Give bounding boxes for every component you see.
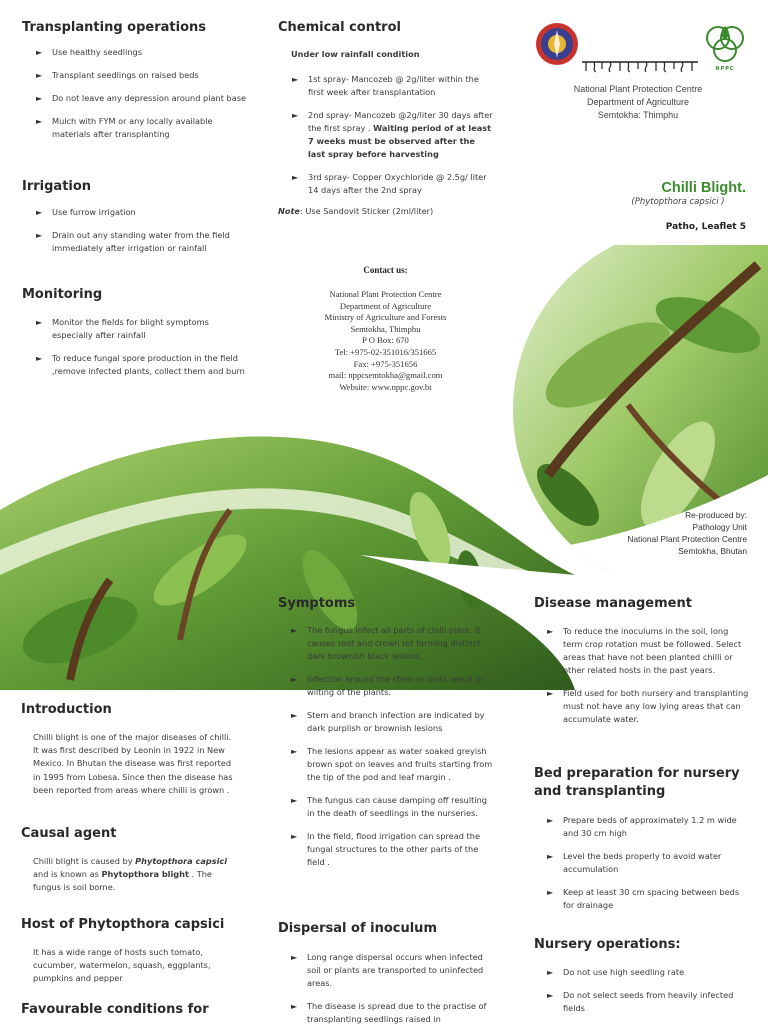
introduction-section <box>21 702 236 797</box>
chemical-control-section <box>278 20 493 218</box>
list-item: ► Use furrow irrigation <box>36 206 247 219</box>
monitoring-list <box>36 316 247 378</box>
nursery-list <box>547 966 749 1015</box>
title-block <box>590 180 746 232</box>
list-item: ► Do not leave any depression around plant base <box>36 92 247 105</box>
irrigation-list <box>36 206 247 255</box>
org-place: Semtokha: Thimphu <box>597 110 679 120</box>
list-item: ► In the field, flood irrigation can spread the fungal structures to the other parts of the field . <box>291 830 493 869</box>
list-item: ► Prepare beds of approximately 1.2 m wide and 30 cm high <box>547 814 749 840</box>
contact-line: Tel: +975-02-351016/351665 <box>334 346 437 357</box>
list-item: ► Mulch with FYM or any locally available materials after transplanting <box>36 115 247 141</box>
list-item: ► The fungus can cause damping off resulting in the death of seedlings in the nurseries. <box>291 794 493 820</box>
list-item: ► Drain out any standing water from the field immediately after irrigation or rainfall <box>36 229 247 255</box>
note-text: : Use Sandovit Sticker (2ml/liter) <box>299 206 434 217</box>
nursery-heading: Nursery operations: <box>534 937 681 952</box>
symptoms-list <box>291 624 493 869</box>
list-item: ► Do not use high seedling rate <box>547 966 749 979</box>
list-item: ► Field used for both nursery and transplanting must not have any low lying areas that can accumulate water. <box>547 687 749 726</box>
list-item: ► The fungus infect all parts of chilli plant. It causes root and crown rot forming distinct dark brownish black lesions. <box>291 624 493 663</box>
symptoms-section <box>278 596 493 879</box>
monitoring-section <box>22 287 247 388</box>
list-item: ► Long range dispersal occurs when infected soil or plants are transported to uninfected areas. <box>291 951 493 990</box>
contact-line: Ministry of Agriculture and Forests <box>324 312 447 323</box>
causal-text-part: and is known as <box>33 869 102 880</box>
note <box>278 205 493 218</box>
dispersal-list <box>291 951 493 1026</box>
reproduced-line: Re-produced by: <box>685 510 747 520</box>
org-dept: Department of Agriculture <box>586 97 690 107</box>
list-item <box>292 109 493 161</box>
list-item: ► The lesions appear as water soaked greyish brown spot on leaves and fruits starting from the tip of the pod and leaf margin . <box>291 745 493 784</box>
bhutan-emblem-icon <box>535 22 579 66</box>
symptoms-heading: Symptoms <box>278 596 356 611</box>
favourable-section <box>21 1002 236 1017</box>
bed-preparation-section <box>534 765 749 922</box>
org-block <box>548 83 728 122</box>
contact-line: National Plant Protection Centre <box>329 289 442 299</box>
host-heading: Host of Phytopthora capsici <box>21 917 225 932</box>
favourable-heading: Favourable conditions for <box>21 1002 209 1017</box>
host-text: It has a wide range of hosts such tomato, cucumber, watermelon, squash, eggplants, pumpkins and pepper <box>33 947 211 984</box>
dispersal-heading: Dispersal of inoculum <box>278 921 437 936</box>
page-title: Chilli Blight. <box>661 180 746 196</box>
contact-section <box>278 265 493 393</box>
causal-text-part: . The fungus is soil borne. <box>33 869 212 893</box>
list-item: ► To reduce fungal spore production in the field ,remove infected plants, collect them and burn <box>36 352 247 378</box>
host-section <box>21 917 236 986</box>
bed-heading: Bed preparation for nursery and transplanting <box>534 766 740 799</box>
contact-line: Fax: +975-351656 <box>353 358 418 369</box>
causal-heading: Causal agent <box>21 826 117 841</box>
irrigation-heading: Irrigation <box>22 179 92 194</box>
disease-name: Phytopthora blight <box>101 869 189 880</box>
contact-website[interactable]: Website: www.nppc.gov.bt <box>339 381 432 392</box>
chemical-heading: Chemical control <box>278 20 401 35</box>
org-name: National Plant Protection Centre <box>573 84 703 94</box>
dzongkha-title-graphic <box>580 58 700 74</box>
list-item: ► Transplant seedlings on raised beds <box>36 69 247 82</box>
contact-details <box>278 289 493 393</box>
reproduced-line: Semtokha, Bhutan <box>678 546 747 556</box>
list-item: ► Stem and branch infection are indicated by dark purplish or brownish lesions <box>291 709 493 735</box>
reproduced-line: National Plant Protection Centre <box>627 534 747 544</box>
reproduced-block <box>590 509 747 557</box>
waiting-period-text: Waiting period of at least 7 weeks must be observed after the last spray before harvesting <box>308 123 492 160</box>
list-item: ► The disease is spread due to the practise of transplanting seedlings raised in <box>291 1000 493 1026</box>
bed-list <box>547 814 749 912</box>
management-list <box>547 625 749 726</box>
nppc-logo-text: NPPC <box>715 66 735 72</box>
dzongkha-script <box>580 58 700 74</box>
chemical-condition: Under low rainfall condition <box>291 49 420 59</box>
list-item: ► Keep at least 30 cm spacing between beds for drainage <box>547 886 749 912</box>
introduction-heading: Introduction <box>21 702 112 717</box>
leaflet-number: Patho, Leaflet 5 <box>665 222 746 232</box>
causal-text <box>33 855 236 895</box>
irrigation-section <box>22 179 247 265</box>
contact-line: Semtokha, Thimphu <box>350 323 421 334</box>
transplanting-heading: Transplanting operations <box>22 20 206 35</box>
disease-management-section <box>534 596 749 736</box>
emblem-logo <box>535 22 579 66</box>
management-heading: Disease management <box>534 596 692 611</box>
contact-email[interactable]: mail: nppcsemtokha@gmail.com <box>328 370 443 381</box>
list-item: ► Do not select seeds from heavily infected fields <box>547 989 749 1015</box>
nursery-section <box>534 937 749 1025</box>
contact-line: Department of Agriculture <box>339 300 432 311</box>
list-item: ► Level the beds properly to avoid water accumulation <box>547 850 749 876</box>
transplanting-list <box>36 46 247 141</box>
list-item: ► Monitor the fields for blight symptoms especially after rainfall <box>36 316 247 342</box>
transplanting-section <box>22 20 247 151</box>
dispersal-section <box>278 921 493 1036</box>
chemical-list <box>292 73 493 197</box>
list-item: ► Use healthy seedlings <box>36 46 247 59</box>
nppc-leaf-icon <box>704 20 746 62</box>
list-item: ► Infection around the stem or roots result in wilting of the plants. <box>291 673 493 699</box>
list-item: ► 3rd spray- Copper Oxychloride @ 2.5g/ liter 14 days after the 2nd spray <box>292 171 493 197</box>
contact-heading: Contact us: <box>363 265 408 275</box>
page-subtitle: (Phytopthora capsici ) <box>631 197 725 207</box>
reproduced-line: Pathology Unit <box>692 522 747 532</box>
monitoring-heading: Monitoring <box>22 287 103 302</box>
pathogen-name: Phytopthora capsici <box>135 856 228 866</box>
causal-text-part: Chilli blight is caused by <box>33 856 136 866</box>
spray2-text: 2nd spray- Mancozeb @2g/liter 30 days after the first spray . <box>308 110 493 134</box>
nppc-logo <box>700 20 750 75</box>
note-label: Note <box>278 206 300 217</box>
introduction-text: Chilli blight is one of the major diseases of chilli. It was first described by Leonin in 1922 in New Mexico. In Bhutan the disease was first reported in 1995 from Lobesa. Since then the disease has been reported from areas where chilli is grown . <box>33 732 233 795</box>
list-item: ► To reduce the inoculums in the soil, long term crop rotation must be followed. Select areas that have not been planted chilli or other related hosts in the past years. <box>547 625 749 677</box>
contact-line: P O Box: 670 <box>362 335 409 346</box>
list-item: ► 1st spray- Mancozeb @ 2g/liter within the first week after transplantation <box>292 73 493 99</box>
causal-agent-section <box>21 826 236 895</box>
